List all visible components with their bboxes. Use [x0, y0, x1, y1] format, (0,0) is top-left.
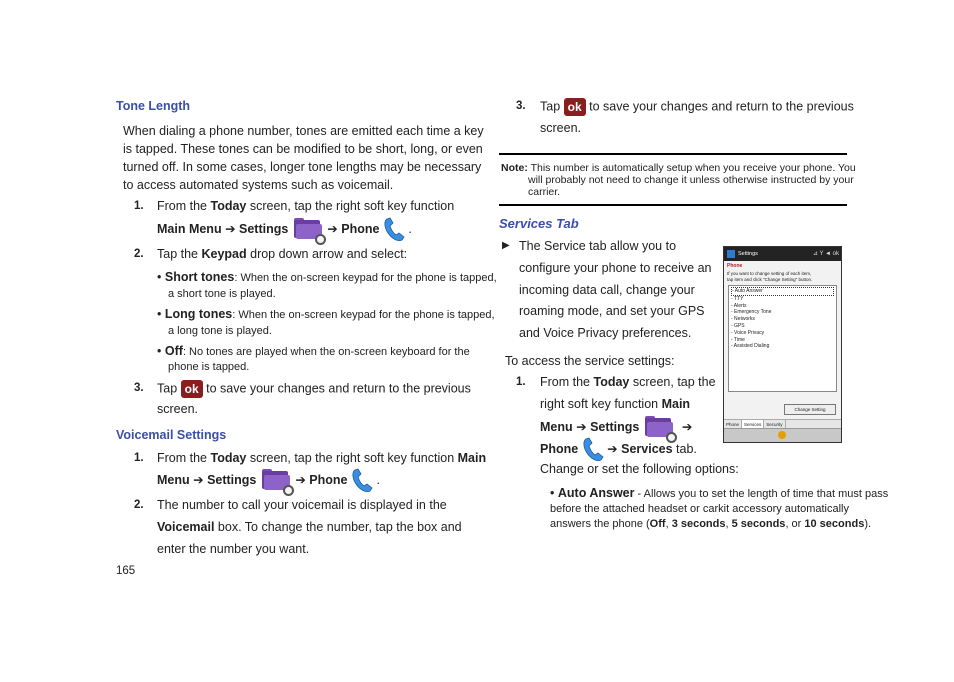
note-line-3: carrier. [528, 186, 561, 198]
ok-icon: ok [181, 380, 203, 398]
change-setting-button[interactable]: Change Setting [784, 404, 836, 415]
services-intro-line-3: incoming data call, change your [519, 283, 695, 297]
access-text: To access the service settings: [505, 354, 675, 368]
step-text-cont: screen. [540, 121, 581, 135]
list-item[interactable]: - Time [731, 336, 745, 343]
step-text: The number to call your voicemail is displayed in the [157, 498, 447, 512]
services-intro-line-5: and Voice Privacy preferences. [519, 326, 692, 340]
bullet-auto-answer-cont2: answers the phone (Off, 3 seconds, 5 seconds, or 10 seconds). [550, 518, 872, 530]
screenshot-title-bar [724, 247, 841, 261]
list-item[interactable]: - GPS [731, 322, 745, 329]
keyboard-icon [778, 431, 786, 439]
ok-icon: ok [564, 98, 586, 116]
step-text: Tap ok to save your changes and return to the previous [540, 99, 854, 114]
note-line-1: Note: This number is automatically setup when you receive your phone. You [501, 162, 856, 174]
tone-para-line-2: is tapped. These tones can be modified to be short, long, or even [123, 142, 483, 156]
phone-icon [383, 217, 405, 243]
services-intro-line-2: configure your phone to receive an [519, 261, 712, 275]
step-number: 1. [134, 200, 144, 212]
step-path: Main Menu ➔ Settings ➔ Phone . [157, 216, 412, 243]
bullet-short-tones-cont: a short tone is played. [168, 288, 276, 300]
screenshot-bottom-bar [724, 428, 841, 442]
step-text-cont: screen. [157, 402, 198, 416]
step-text: From the Today screen, tap the right soft key function Main [157, 451, 487, 465]
step-number: 2. [134, 248, 144, 260]
screenshot-title: Settings [738, 251, 758, 257]
phone-settings-screenshot [723, 246, 842, 443]
screenshot-heading: Phone [727, 263, 743, 269]
page-number: 165 [116, 565, 136, 577]
step-number: 1. [516, 376, 526, 388]
bullet-auto-answer-cont: before the attached headset or carkit accessory automatically [550, 503, 849, 515]
step-text-cont: enter the number you want. [157, 542, 310, 556]
step-path: Menu ➔ Settings ➔ [540, 414, 692, 440]
voicemail-heading: Voicemail Settings [116, 428, 227, 442]
screenshot-list [728, 285, 837, 392]
note-line-2: will probably not need to change it unless otherwise instructed by your [528, 174, 854, 186]
step-text: From the Today screen, tap the right soft key function [157, 199, 455, 213]
status-icons: ⊿ Y ◄ ok [812, 251, 839, 257]
list-item[interactable]: - Assisted Dialing [731, 343, 770, 350]
bullet-off-cont: phone is tapped. [168, 361, 250, 373]
tone-para-line-3: turned off. In some cases, longer tone lengths may be necessary [123, 160, 482, 174]
step-text: Tap ok to save your changes and return to the previous [157, 381, 471, 396]
phone-icon [582, 437, 604, 463]
step-text: From the Today screen, tap the [540, 375, 716, 389]
step-number: 3. [516, 100, 526, 112]
services-tab-heading: Services Tab [499, 216, 579, 231]
tab-security[interactable]: Security [764, 420, 785, 430]
triangle-bullet-icon: ▶ [502, 240, 510, 251]
screenshot-desc-1: If you want to change setting of each item, [727, 271, 812, 276]
list-item[interactable]: - Auto Answer [731, 287, 834, 296]
bullet-long-tones-cont: a long tone is played. [168, 325, 272, 337]
list-item[interactable]: - Networks [731, 316, 755, 323]
services-intro-line-4: roaming mode, and set your GPS [519, 304, 705, 318]
bullet-long-tones: • Long tones: When the on-screen keypad for the phone is tapped, [157, 307, 495, 321]
list-item[interactable]: - Voice Privacy [731, 329, 765, 336]
phone-icon [351, 468, 373, 494]
bullet-auto-answer: • Auto Answer - Allows you to set the length of time that must pass [550, 486, 889, 500]
services-intro-line-1: The Service tab allow you to [519, 239, 677, 253]
windows-start-icon [727, 250, 735, 258]
note-bottom-rule [499, 204, 847, 206]
step-path-cont: Phone ➔ Services tab. [540, 436, 697, 463]
list-item[interactable]: - Alerts [731, 302, 747, 309]
list-item[interactable]: - TTY [731, 295, 744, 302]
change-text: Change or set the following options: [540, 462, 739, 476]
screenshot-desc-2: tap item and click "Change Setting" button. [727, 276, 813, 282]
bullet-off: • Off: No tones are played when the on-screen keyboard for the [157, 344, 470, 358]
bullet-short-tones: • Short tones: When the on-screen keypad for the phone is tapped, [157, 270, 497, 284]
tone-para-line-1: When dialing a phone number, tones are emitted each time a key [123, 124, 484, 138]
list-item[interactable]: - Emergency Tone [731, 309, 772, 316]
step-number: 1. [134, 452, 144, 464]
tab-services[interactable]: Services [742, 420, 764, 430]
tone-length-heading: Tone Length [116, 99, 191, 113]
settings-folder-icon [292, 218, 324, 242]
step-path: Menu ➔ Settings ➔ Phone . [157, 467, 380, 494]
step-text: Tap the Keypad drop down arrow and select: [157, 247, 408, 261]
step-number: 3. [134, 382, 144, 394]
step-text-cont: Voicemail box. To change the number, tap the box and [157, 520, 462, 534]
step-text-cont: right soft key function Main [540, 397, 691, 411]
settings-folder-icon [260, 469, 292, 493]
tone-para-line-4: to access automated systems such as voicemail. [123, 178, 394, 192]
tab-phone[interactable]: Phone [724, 420, 742, 430]
step-number: 2. [134, 499, 144, 511]
note-top-rule [499, 153, 847, 155]
